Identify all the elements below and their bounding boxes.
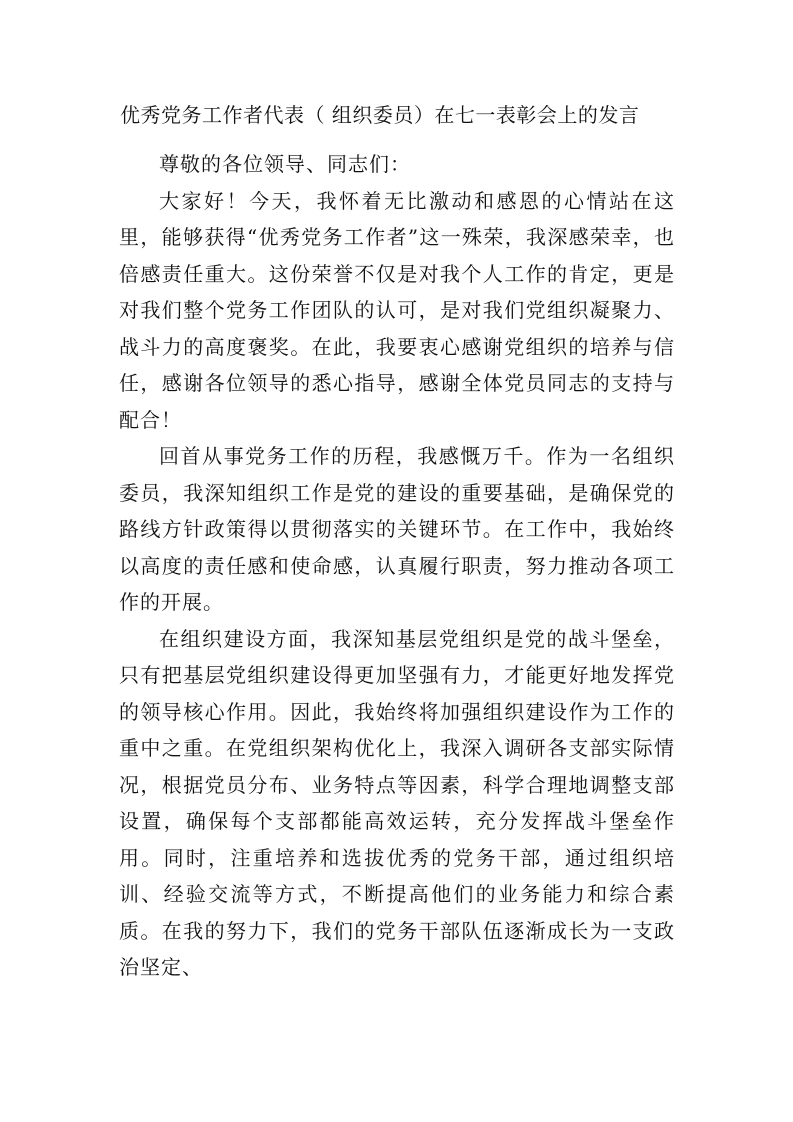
- document-body: [119, 146, 675, 986]
- salutation-paragraph: 尊敬的各位领导、同志们：: [159, 152, 411, 176]
- body-paragraph: 回首从事党务工作的历程，我感慨万千。作为一名组织委员，我深知组织工作是党的建设的重要基础，是确保党的路线方针政策得以贯彻落实的关键环节。在工作中，我始终以高度的责任感和使命感，认真履行职责，努力推动各项工作的开展。: [119, 444, 675, 614]
- document-title: 优秀党务工作者代表（ 组织委员）在七一表彰会上的发言: [120, 103, 640, 127]
- body-paragraph: 大家好！今天，我怀着无比激动和感恩的心情站在这里，能够获得“优秀党务工作者”这一殊荣，我深感荣幸，也倍感责任重大。这份荣誉不仅是对我个人工作的肯定，更是对我们整个党务工作团队的认可，是对我们党组织凝聚力、战斗力的高度褒奖。在此，我要衷心感谢党组织的培养与信任，感谢各位领导的悉心指导，感谢全体党员同志的支持与配合！: [119, 188, 675, 432]
- body-paragraph: 在组织建设方面，我深知基层党组织是党的战斗堡垒，只有把基层党组织建设得更加坚强有力，才能更好地发挥党的领导核心作用。因此，我始终将加强组织建设作为工作的重中之重。在党组织架构优化上，我深入调研各支部实际情况，根据党员分布、业务特点等因素，科学合理地调整支部设置，确保每个支部都能高效运转，充分发挥战斗堡垒作用。同时，注重培养和选拔优秀的党务干部，通过组织培训、经验交流等方式，不断提高他们的业务能力和综合素质。在我的努力下，我们的党务干部队伍逐渐成长为一支政治坚定、: [119, 626, 675, 979]
